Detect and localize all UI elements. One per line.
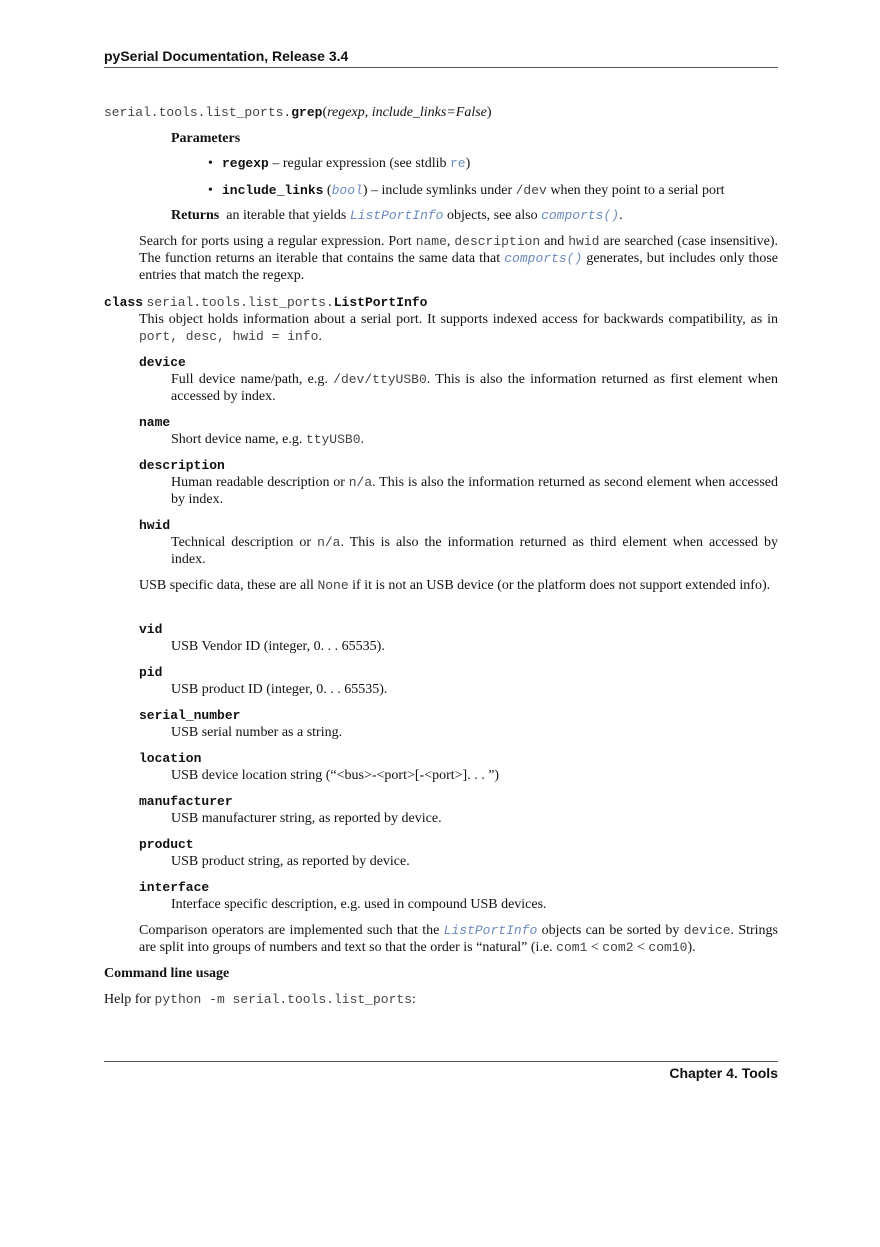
params-label: Parameters: [171, 131, 241, 146]
attr-name-name: name: [139, 415, 171, 430]
name-text-a: Short device name, e.g.: [171, 432, 306, 447]
hwid-text-b: . This is also the information returned as third element when accessed by index.: [171, 535, 779, 567]
usb-text-a: USB specific data, these are all: [139, 578, 318, 593]
desc-code-description: description: [454, 234, 541, 249]
cmp-text-c: . Strings are split into groups of numbers and text so that the order is “natural” (i.e.: [139, 923, 778, 955]
attr-pid-name: pid: [139, 665, 163, 680]
grep-returns: [171, 207, 623, 224]
comports-link[interactable]: comports(): [541, 208, 620, 223]
param-include-links-text: ) – include symlinks under: [362, 183, 516, 198]
cmp-lt-2: <: [633, 940, 649, 955]
param-include-links-open: (: [323, 183, 332, 198]
attr-name-desc: [171, 431, 778, 448]
footer-rule: [104, 1061, 778, 1062]
name-text-b: .: [360, 432, 365, 447]
usb-text-b: if it is not an USB device (or the platform does not support extended info).: [348, 578, 771, 593]
description-text-b: . This is also the information returned as second element when accessed by index.: [171, 475, 778, 507]
attr-hwid-desc: [171, 534, 778, 568]
cmp-code-com1: com1: [556, 940, 588, 955]
desc-code-name: name: [415, 234, 447, 249]
hwid-code: n/a: [317, 535, 341, 550]
cmp-text-d: ).: [687, 940, 696, 955]
attr-hwid-name: hwid: [139, 518, 171, 533]
param-regexp: [222, 155, 470, 172]
name-code: ttyUSB0: [305, 432, 361, 447]
attr-serial-number-name: serial_number: [139, 708, 241, 723]
grep-args: regexp, include_links=False: [327, 105, 487, 120]
description-code: n/a: [348, 475, 373, 490]
param-include-links: [222, 182, 725, 199]
cmp-code-device: device: [683, 923, 731, 938]
attr-vid-name: vid: [139, 622, 163, 637]
param-regexp-text: – regular expression (see stdlib: [268, 156, 450, 171]
description-text-a: Human readable description or: [171, 475, 349, 490]
param-include-links-end: when they point to a serial port: [546, 183, 725, 198]
grep-close: ): [486, 105, 492, 120]
returns-label: Returns: [171, 208, 220, 223]
class-intro: [139, 311, 778, 345]
grep-module: serial.tools.list_ports.: [104, 105, 292, 120]
usb-intro: [139, 577, 778, 594]
desc-code-hwid: hwid: [568, 234, 600, 249]
attr-location-desc: USB device location string (“<bus>-<port>[-<port>]. . . ”): [171, 768, 500, 783]
attr-manufacturer-name: manufacturer: [139, 794, 233, 809]
device-text-b: . This is also the information returned as first element when accessed by index.: [171, 372, 779, 404]
class-keyword: class: [104, 295, 144, 310]
class-name: ListPortInfo: [333, 295, 428, 310]
attr-product-desc: USB product string, as reported by device.: [171, 854, 410, 869]
help-text-b: :: [412, 992, 416, 1007]
class-intro-code: port, desc, hwid = info: [139, 329, 319, 344]
comports-link-2[interactable]: comports(): [504, 251, 583, 266]
param-regexp-end: ): [465, 156, 471, 171]
attr-device-desc: [171, 371, 778, 405]
desc-text-e: generates, but includes only those entries that match the regexp.: [139, 251, 779, 283]
chapter-footer: Chapter 4. Tools: [669, 1065, 778, 1081]
listportinfo-link-2[interactable]: ListPortInfo: [443, 923, 538, 938]
bool-link[interactable]: bool: [331, 183, 363, 198]
returns-text-a: an iterable that yields: [226, 208, 350, 223]
class-intro-text: This object holds information about a serial port. It supports indexed access for backwards compatibility, as in: [139, 312, 778, 327]
cmp-text-a: Comparison operators are implemented such that the: [139, 923, 444, 938]
usb-code-none: None: [317, 578, 349, 593]
grep-signature: [104, 104, 492, 121]
cmp-code-com10: com10: [648, 940, 688, 955]
hwid-text-a: Technical description or: [171, 535, 318, 550]
attr-interface-desc: Interface specific description, e.g. used in compound USB devices.: [171, 897, 547, 912]
attr-pid-desc: USB product ID (integer, 0. . . 65535).: [171, 682, 388, 697]
attr-device-name: device: [139, 355, 186, 370]
attr-description-name: description: [139, 458, 225, 473]
attr-description-desc: [171, 474, 778, 508]
listportinfo-link[interactable]: ListPortInfo: [349, 208, 444, 223]
returns-text-c: .: [619, 208, 623, 223]
attr-product-name: product: [139, 837, 194, 852]
cmdline-heading: Command line usage: [104, 966, 230, 981]
cmp-lt-1: <: [587, 940, 603, 955]
device-text-a: Full device name/path, e.g.: [171, 372, 334, 387]
attr-interface-name: interface: [139, 880, 210, 895]
returns-text-b: objects, see also: [443, 208, 542, 223]
attr-vid-desc: USB Vendor ID (integer, 0. . . 65535).: [171, 639, 385, 654]
grep-name: grep: [291, 105, 323, 120]
desc-text-b: ,: [446, 234, 455, 249]
help-code: python -m serial.tools.list_ports: [154, 992, 412, 1007]
help-text-a: Help for: [104, 992, 155, 1007]
cmp-text-b: objects can be sorted by: [537, 923, 684, 938]
param-regexp-name: regexp: [222, 156, 269, 171]
class-intro-end: .: [318, 329, 322, 344]
re-link[interactable]: re: [450, 156, 466, 171]
device-code: /dev/ttyUSB0: [333, 372, 427, 387]
desc-text-d: are searched (case insensitive). The function returns an iterable that contains the same data that: [139, 234, 778, 266]
cmdline-help: [104, 991, 416, 1008]
document-page: [104, 0, 778, 1247]
class-module: serial.tools.list_ports.: [146, 295, 334, 310]
attr-location-name: location: [139, 751, 202, 766]
dev-code: /dev: [515, 183, 547, 198]
header-rule: [104, 67, 778, 68]
class-signature: [104, 294, 427, 311]
comparison-paragraph: [139, 922, 778, 956]
attr-manufacturer-desc: USB manufacturer string, as reported by device.: [171, 811, 442, 826]
desc-text-c: and: [540, 234, 569, 249]
desc-text-a: Search for ports using a regular expression. Port: [139, 234, 416, 249]
grep-open: (: [322, 105, 328, 120]
param-include-links-name: include_links: [222, 183, 324, 198]
running-header: pySerial Documentation, Release 3.4: [104, 48, 349, 64]
attr-serial-number-desc: USB serial number as a string.: [171, 725, 343, 740]
cmp-code-com2: com2: [602, 940, 634, 955]
grep-description: [139, 233, 778, 284]
